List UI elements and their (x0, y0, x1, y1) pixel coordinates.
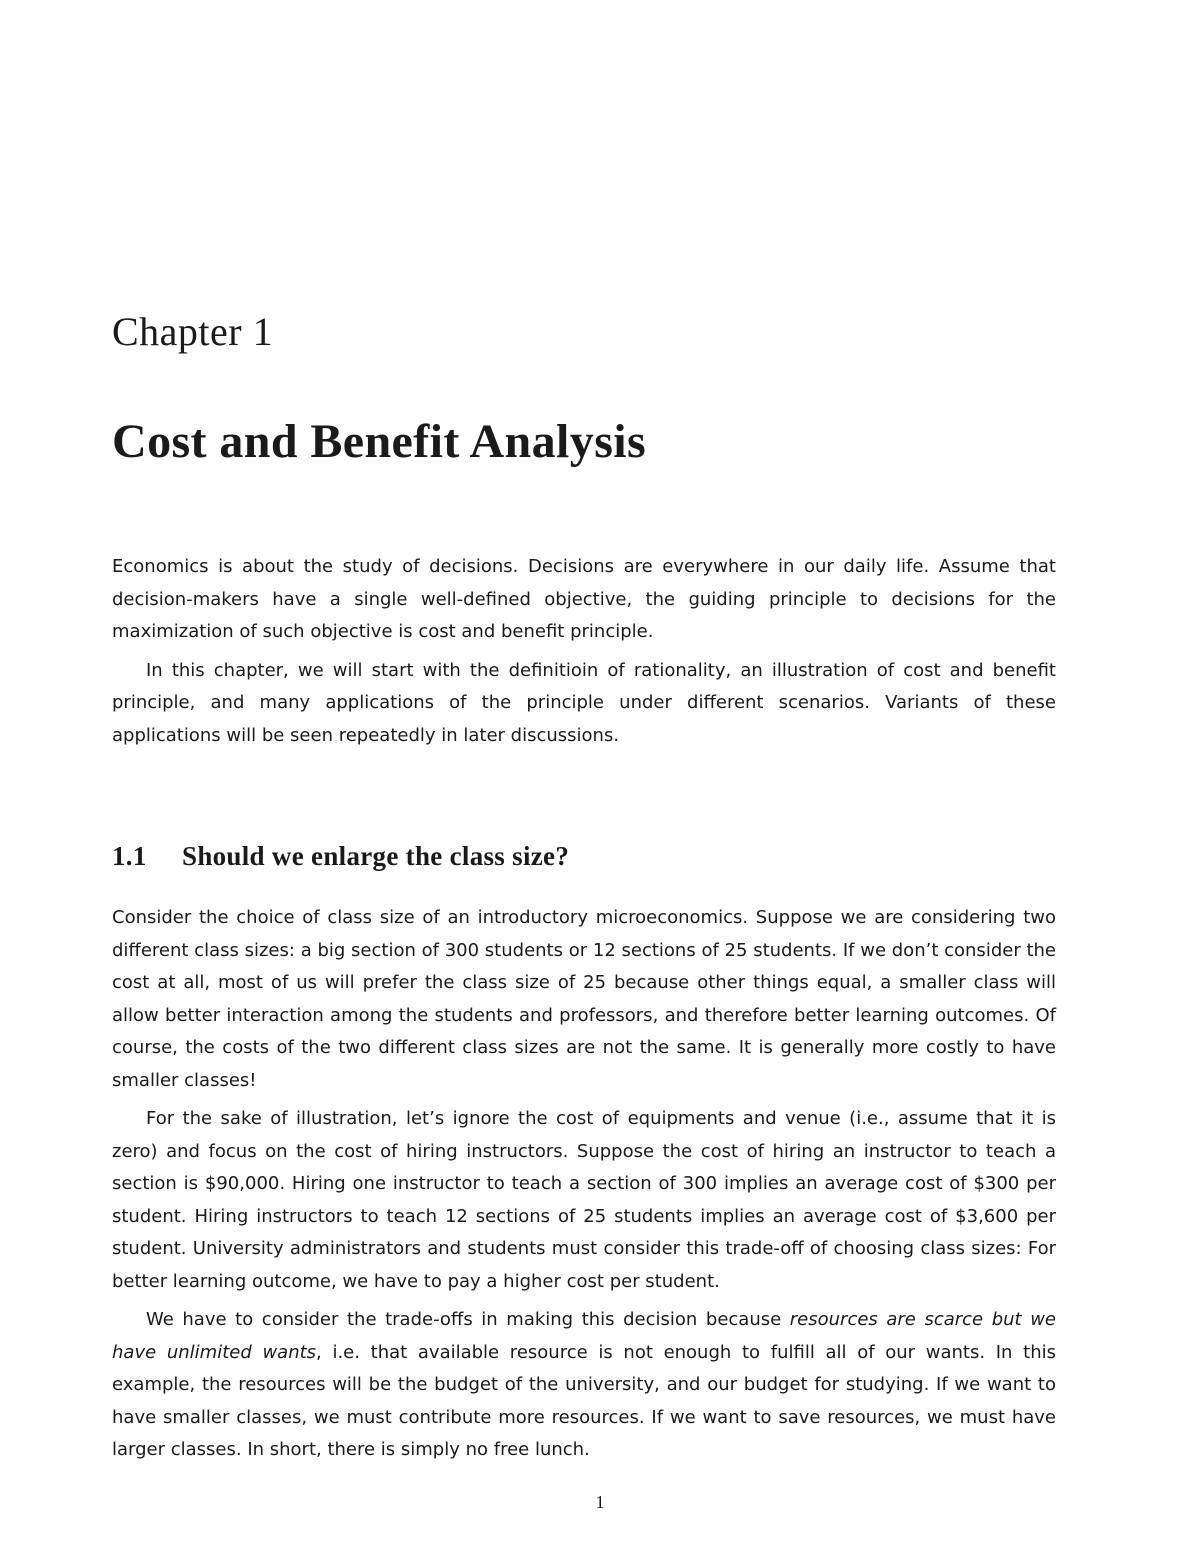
section-heading (112, 838, 569, 874)
intro-paragraph-1: Economics is about the study of decisions. Decisions are everywhere in our daily life. Assume that decision-makers have a single well-defined objective, the guiding principle to decisions for the maximization of such objective is cost and benefit principle. (112, 556, 1056, 642)
paragraph-3-start: We have to consider the trade-offs in making this decision because (146, 1309, 790, 1330)
chapter-title: Cost and Benefit Analysis (112, 415, 647, 468)
page-number: 1 (595, 1492, 605, 1512)
section-number: 1.1 (112, 841, 147, 871)
section-text (112, 902, 1056, 1467)
section-paragraph-2: For the sake of illustration, let’s ignore the cost of equipments and venue (i.e., assume that it is zero) and focus on the cost of hiring instructors. Suppose the cost of hiring an instructor to teach a section is $90,000. Hiring one instructor to teach a section of 300 implies an average cost of $300 per student. Hiring instructors to teach 12 sections of 25 students implies an average cost of $3,600 per student. University administrators and students must consider this trade-off of choosing class sizes: For better learning outcome, we have to pay a higher cost per student. (112, 1108, 1056, 1292)
section-title: Should we enlarge the class size? (182, 841, 570, 871)
intro-paragraph-2: In this chapter, we will start with the definitioin of rationality, an illustration of cost and benefit principle, and many applications of the principle under different scenarios. Variants of these applications will be seen repeatedly in later discussions. (112, 659, 1056, 746)
paragraph-3-emphasis: resources are scarce but we have unlimited wants (112, 1309, 1056, 1363)
intro-text (112, 551, 1056, 752)
section-paragraph-3 (112, 1304, 1056, 1467)
paragraph-3-end: , i.e. that available resource is not enough to fulfill all of our wants. In this example, the resources will be the budget of the university, and our budget for studying. If we want to have smaller classes, we must contribute more resources. If we want to save resources, we must have larger classes. In short, there is simply no free lunch. (112, 1341, 1056, 1460)
chapter-label: Chapter 1 (112, 309, 274, 354)
section-paragraph-1: Consider the choice of class size of an introductory microeconomics. Suppose we are considering two different class sizes: a big section of 300 students or 12 sections of 25 students. If we don’t consider the cost at all, most of us will prefer the class size of 25 because other things equal, a smaller class will allow better interaction among the students and professors, and therefore better learning outcomes. Of course, the costs of the two different class sizes are not the same. It is generally more costly to have smaller classes! (112, 907, 1056, 1091)
